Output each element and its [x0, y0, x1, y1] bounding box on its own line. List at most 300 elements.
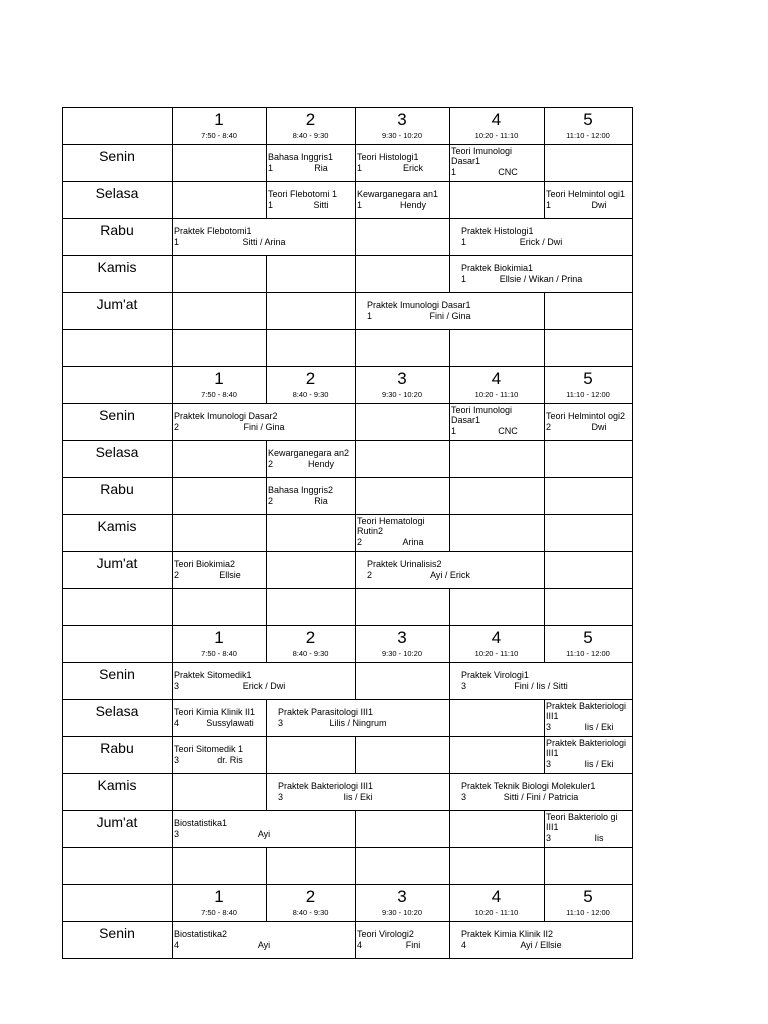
group-number: 1 [357, 162, 363, 173]
course-name: Teori Histologi1 [357, 152, 419, 162]
course-name: Bahasa Inggris2 [268, 485, 334, 495]
group-teacher-row [357, 940, 447, 951]
course-name: III1 [546, 822, 559, 833]
teacher-name: CNC [498, 425, 518, 436]
group-number: 2 [546, 421, 552, 432]
course-name: Teori Bakteriolo gi [546, 811, 618, 822]
grid-col-line [172, 551, 173, 589]
period-time: 10:20 - 11:10 [474, 908, 519, 917]
grid-col-line [449, 477, 450, 515]
grid-col-line [172, 218, 173, 256]
grid-col-line [62, 329, 63, 367]
course-entry [357, 929, 447, 950]
grid-col-line [172, 921, 173, 959]
teacher-name: Iis / Eki [343, 791, 373, 802]
course-name: Teori Imunologi [451, 145, 513, 156]
teacher-name: Ayi [257, 939, 271, 950]
grid-col-line [544, 514, 545, 552]
course-entry [546, 701, 630, 733]
course-entry [174, 411, 353, 432]
period-time: 10:20 - 11:10 [474, 131, 519, 140]
grid-col-line [266, 551, 267, 589]
day-label: Senin [99, 925, 135, 941]
group-teacher-row [546, 200, 630, 211]
day-label: Selasa [95, 444, 139, 460]
group-teacher-row [174, 681, 353, 692]
period-number: 5 [583, 887, 593, 906]
group-number: 3 [278, 791, 284, 802]
group-number: 1 [546, 199, 552, 210]
course-name: Praktek Parasitologi III1 [278, 707, 374, 717]
grid-col-line [172, 847, 173, 885]
grid-col-line [355, 329, 356, 367]
grid-row-line [62, 773, 633, 774]
group-number: 1 [357, 199, 363, 210]
group-number: 1 [367, 310, 373, 321]
grid-col-line [355, 403, 356, 441]
course-name: Praktek Sitomedik1 [174, 670, 252, 680]
course-entry [278, 781, 447, 802]
grid-col-line [544, 736, 545, 774]
group-number: 3 [278, 717, 284, 728]
course-name: Rutin2 [357, 526, 384, 537]
grid-col-line [355, 588, 356, 626]
period-number: 4 [491, 628, 502, 647]
course-entry [268, 189, 353, 210]
period-number: 5 [583, 628, 593, 647]
grid-row-line [62, 181, 633, 182]
period-number: 3 [397, 887, 407, 906]
grid-col-line [172, 773, 173, 811]
grid-col-line [172, 662, 173, 700]
course-name: Praktek Flebotomi1 [174, 226, 252, 236]
course-entry [357, 516, 447, 548]
group-number: 2 [268, 495, 274, 506]
group-number: 1 [174, 236, 180, 247]
grid-col-line [172, 588, 173, 626]
grid-col-line [172, 144, 173, 182]
grid-col-line [632, 477, 633, 515]
group-teacher-row [268, 200, 353, 211]
course-entry [268, 152, 353, 173]
period-time: 8:40 - 9:30 [292, 390, 329, 399]
grid-col-line [632, 292, 633, 330]
teacher-name: Iis / Eki [584, 758, 614, 769]
grid-col-line [632, 107, 633, 145]
period-time: 9:30 - 10:20 [381, 390, 423, 399]
teacher-name: Fini / Gina [243, 421, 285, 432]
course-name: Teori Helmintol ogi1 [546, 189, 626, 199]
grid-col-line [632, 736, 633, 774]
group-teacher-row [461, 237, 630, 248]
group-number: 2 [367, 569, 373, 580]
grid-col-line [632, 810, 633, 848]
period-time: 7:50 - 8:40 [201, 649, 237, 658]
course-name: Teori Hematologi [357, 515, 425, 526]
group-teacher-row [451, 426, 542, 437]
grid-col-line [449, 329, 450, 367]
grid-col-line [266, 773, 267, 811]
teacher-name: Sitti / Fini / Patricia [503, 791, 579, 802]
grid-col-line [632, 847, 633, 885]
group-teacher-row [278, 792, 447, 803]
grid-col-line [172, 810, 173, 848]
day-label: Senin [99, 148, 135, 164]
course-entry [278, 707, 447, 728]
grid-row-line [62, 514, 633, 515]
grid-col-line [449, 403, 450, 441]
course-name: Teori Biokimia2 [174, 559, 236, 569]
period-time: 10:20 - 11:10 [474, 390, 519, 399]
course-entry [174, 670, 353, 691]
group-teacher-row [174, 570, 264, 581]
period-time: 10:20 - 11:10 [474, 649, 519, 658]
course-entry [546, 411, 630, 432]
grid-col-line [632, 662, 633, 700]
group-teacher-row [357, 537, 447, 548]
teacher-name: Ria [314, 162, 328, 173]
course-entry [357, 152, 447, 173]
course-entry [461, 781, 630, 802]
grid-col-line [632, 551, 633, 589]
day-label: Kamis [97, 777, 137, 793]
grid-col-line [355, 810, 356, 848]
teacher-name: Fini [405, 939, 421, 950]
course-name: Praktek Bakteriologi [546, 700, 627, 711]
period-time: 9:30 - 10:20 [381, 908, 423, 917]
grid-row-line [62, 292, 633, 293]
grid-col-line [266, 181, 267, 219]
grid-col-line [266, 255, 267, 293]
teacher-name: Ellsie / Wikan / Prina [499, 273, 583, 284]
period-number: 2 [305, 369, 316, 388]
grid-row-line [62, 403, 633, 404]
group-teacher-row [268, 163, 353, 174]
grid-col-line [632, 773, 633, 811]
grid-col-line [544, 588, 545, 626]
grid-col-line [355, 144, 356, 182]
course-name: Teori Kimia Klinik II1 [174, 707, 256, 717]
teacher-name: Dwi [591, 199, 607, 210]
group-number: 4 [357, 939, 363, 950]
course-entry [546, 189, 630, 210]
grid-col-line [172, 477, 173, 515]
group-number: 1 [451, 166, 457, 177]
course-name: Praktek Imunologi Dasar1 [367, 300, 471, 310]
grid-row-line [62, 255, 633, 256]
grid-col-line [449, 662, 450, 700]
group-teacher-row [357, 200, 447, 211]
grid-col-line [172, 514, 173, 552]
grid-col-line [449, 255, 450, 293]
course-name: Teori Virologi2 [357, 929, 414, 939]
teacher-name: Iis / Eki [584, 721, 614, 732]
teacher-name: Lilis / Ningrum [329, 717, 387, 728]
course-name: Bahasa Inggris1 [268, 152, 334, 162]
day-label: Rabu [100, 481, 134, 497]
teacher-name: Ria [314, 495, 328, 506]
grid-row-line [62, 144, 633, 145]
group-teacher-row [278, 718, 447, 729]
day-label: Kamis [97, 518, 137, 534]
day-label: Kamis [97, 259, 137, 275]
group-teacher-row [367, 311, 542, 322]
grid-col-line [266, 477, 267, 515]
period-time: 8:40 - 9:30 [292, 908, 329, 917]
grid-col-line [544, 181, 545, 219]
day-label: Selasa [95, 185, 139, 201]
teacher-name: Erick / Dwi [242, 680, 286, 691]
teacher-name: Sitti / Arina [242, 236, 286, 247]
period-number: 4 [491, 369, 502, 388]
grid-col-line [449, 218, 450, 256]
teacher-name: Hendy [307, 458, 334, 469]
group-number: 2 [268, 458, 274, 469]
course-entry [357, 189, 447, 210]
grid-row-line [62, 551, 633, 552]
group-teacher-row [461, 792, 630, 803]
group-number: 3 [461, 680, 467, 691]
grid-col-line [62, 107, 63, 145]
course-name: Praktek Kimia Klinik II2 [461, 929, 554, 939]
grid-col-line [62, 847, 63, 885]
course-entry [546, 812, 630, 844]
grid-col-line [544, 403, 545, 441]
teacher-name: dr. Ris [217, 754, 243, 765]
group-teacher-row [461, 274, 630, 285]
grid-col-line [62, 884, 63, 922]
grid-col-line [449, 588, 450, 626]
course-entry [174, 818, 353, 839]
course-name: Praktek Virologi1 [461, 670, 529, 680]
course-name: Biostatistika2 [174, 929, 228, 939]
day-label: Senin [99, 666, 135, 682]
grid-col-line [632, 144, 633, 182]
group-number: 2 [174, 421, 180, 432]
course-name: Dasar1 [451, 156, 481, 167]
teacher-name: Ayi / Ellsie [520, 939, 562, 950]
grid-col-line [449, 440, 450, 478]
teacher-name: Erick / Dwi [519, 236, 563, 247]
teacher-name: Hendy [399, 199, 426, 210]
day-label: Rabu [100, 222, 134, 238]
period-time: 7:50 - 8:40 [201, 131, 237, 140]
grid-col-line [266, 144, 267, 182]
grid-col-line [172, 403, 173, 441]
course-name: Praktek Bakteriologi [546, 737, 627, 748]
group-teacher-row [367, 570, 542, 581]
group-number: 2 [174, 569, 180, 580]
grid-col-line [172, 292, 173, 330]
course-entry [268, 485, 353, 506]
group-teacher-row [546, 759, 630, 770]
teacher-name: Ayi / Erick [430, 569, 470, 580]
group-number: 3 [461, 791, 467, 802]
teacher-name: Ayi [257, 828, 271, 839]
grid-col-line [172, 440, 173, 478]
course-entry [461, 929, 630, 950]
course-entry [367, 300, 542, 321]
grid-row-line [62, 107, 633, 108]
grid-col-line [449, 144, 450, 182]
course-entry [451, 405, 542, 437]
grid-col-line [266, 292, 267, 330]
teacher-name: Sussylawati [206, 717, 254, 728]
group-teacher-row [546, 422, 630, 433]
grid-col-line [544, 477, 545, 515]
grid-col-line [172, 329, 173, 367]
course-entry [174, 929, 353, 950]
grid-col-line [632, 181, 633, 219]
day-label: Jum'at [96, 814, 138, 830]
period-number: 2 [305, 628, 316, 647]
grid-row-line [62, 625, 633, 626]
day-label: Jum'at [96, 555, 138, 571]
period-time: 9:30 - 10:20 [381, 649, 423, 658]
group-teacher-row [268, 496, 353, 507]
course-entry [461, 226, 630, 247]
grid-col-line [632, 588, 633, 626]
period-number: 3 [397, 369, 407, 388]
grid-row-line [62, 588, 633, 589]
grid-col-line [266, 736, 267, 774]
course-name: Kewarganegara an1 [357, 189, 439, 199]
grid-row-line [62, 366, 633, 367]
group-teacher-row [546, 722, 630, 733]
grid-col-line [172, 736, 173, 774]
grid-col-line [632, 884, 633, 922]
grid-col-line [544, 144, 545, 182]
grid-col-line [632, 514, 633, 552]
period-number: 5 [583, 369, 593, 388]
period-number: 4 [491, 887, 502, 906]
course-name: III1 [546, 748, 559, 759]
period-time: 11:10 - 12:00 [566, 131, 610, 140]
group-number: 4 [461, 939, 467, 950]
teacher-name: Ellsie [219, 569, 241, 580]
course-name: Praktek Biokimia1 [461, 263, 534, 273]
course-name: Kewarganegara an2 [268, 448, 350, 458]
grid-col-line [355, 218, 356, 256]
grid-col-line [449, 847, 450, 885]
grid-col-line [355, 292, 356, 330]
group-number: 3 [174, 828, 180, 839]
group-teacher-row [451, 167, 542, 178]
group-teacher-row [174, 422, 353, 433]
grid-col-line [544, 292, 545, 330]
group-teacher-row [546, 833, 630, 844]
course-name: Praktek Imunologi Dasar2 [174, 411, 278, 421]
grid-row-line [62, 477, 633, 478]
grid-col-line [449, 181, 450, 219]
course-entry [268, 448, 353, 469]
teacher-name: Sitti [313, 199, 329, 210]
grid-col-line [172, 699, 173, 737]
grid-row-line [62, 958, 633, 959]
grid-col-line [544, 699, 545, 737]
grid-col-line [544, 810, 545, 848]
group-teacher-row [174, 829, 353, 840]
day-label: Senin [99, 407, 135, 423]
period-number: 1 [214, 628, 224, 647]
grid-col-line [449, 810, 450, 848]
grid-row-line [62, 921, 633, 922]
period-number: 2 [305, 110, 316, 129]
teacher-name: CNC [498, 166, 518, 177]
grid-col-line [266, 699, 267, 737]
group-teacher-row [174, 940, 353, 951]
group-teacher-row [461, 681, 630, 692]
period-time: 11:10 - 12:00 [566, 908, 610, 917]
course-name: Praktek Histologi1 [461, 226, 534, 236]
course-name: Praktek Teknik Biologi Molekuler1 [461, 781, 596, 791]
group-number: 1 [451, 425, 457, 436]
grid-col-line [544, 329, 545, 367]
group-teacher-row [174, 718, 264, 729]
grid-col-line [266, 588, 267, 626]
course-entry [367, 559, 542, 580]
grid-col-line [355, 736, 356, 774]
group-number: 3 [546, 832, 552, 843]
course-name: Teori Imunologi [451, 404, 513, 415]
grid-col-line [632, 440, 633, 478]
day-label: Selasa [95, 703, 139, 719]
group-number: 3 [546, 721, 552, 732]
period-number: 3 [397, 628, 407, 647]
period-number: 2 [305, 887, 316, 906]
grid-col-line [266, 440, 267, 478]
teacher-name: Fini / Gina [429, 310, 471, 321]
teacher-name: Dwi [591, 421, 607, 432]
grid-col-line [172, 255, 173, 293]
grid-col-line [632, 255, 633, 293]
course-name: Praktek Urinalisis2 [367, 559, 442, 569]
grid-col-line [62, 625, 63, 663]
course-name: III1 [546, 711, 559, 722]
teacher-name: Fini / Iis / Sitti [514, 680, 568, 691]
grid-col-line [355, 514, 356, 552]
group-number: 1 [461, 236, 467, 247]
grid-col-line [355, 255, 356, 293]
course-entry [546, 738, 630, 770]
grid-row-line [62, 218, 633, 219]
group-teacher-row [461, 940, 630, 951]
group-number: 1 [461, 273, 467, 284]
group-number: 3 [174, 680, 180, 691]
grid-col-line [632, 329, 633, 367]
grid-row-line [62, 329, 633, 330]
day-label: Rabu [100, 740, 134, 756]
period-number: 1 [214, 369, 224, 388]
grid-col-line [355, 921, 356, 959]
group-number: 4 [174, 939, 180, 950]
grid-col-line [632, 366, 633, 404]
grid-row-line [62, 884, 633, 885]
grid-col-line [632, 625, 633, 663]
period-number: 1 [214, 110, 224, 129]
grid-col-line [266, 329, 267, 367]
course-entry [461, 670, 630, 691]
group-teacher-row [174, 755, 264, 766]
grid-col-line [266, 847, 267, 885]
teacher-name: Erick [403, 162, 423, 173]
course-name: Dasar1 [451, 415, 481, 426]
group-number: 4 [174, 717, 180, 728]
grid-col-line [355, 551, 356, 589]
course-name: Praktek Bakteriologi III1 [278, 781, 374, 791]
group-teacher-row [357, 163, 447, 174]
period-time: 11:10 - 12:00 [566, 649, 610, 658]
